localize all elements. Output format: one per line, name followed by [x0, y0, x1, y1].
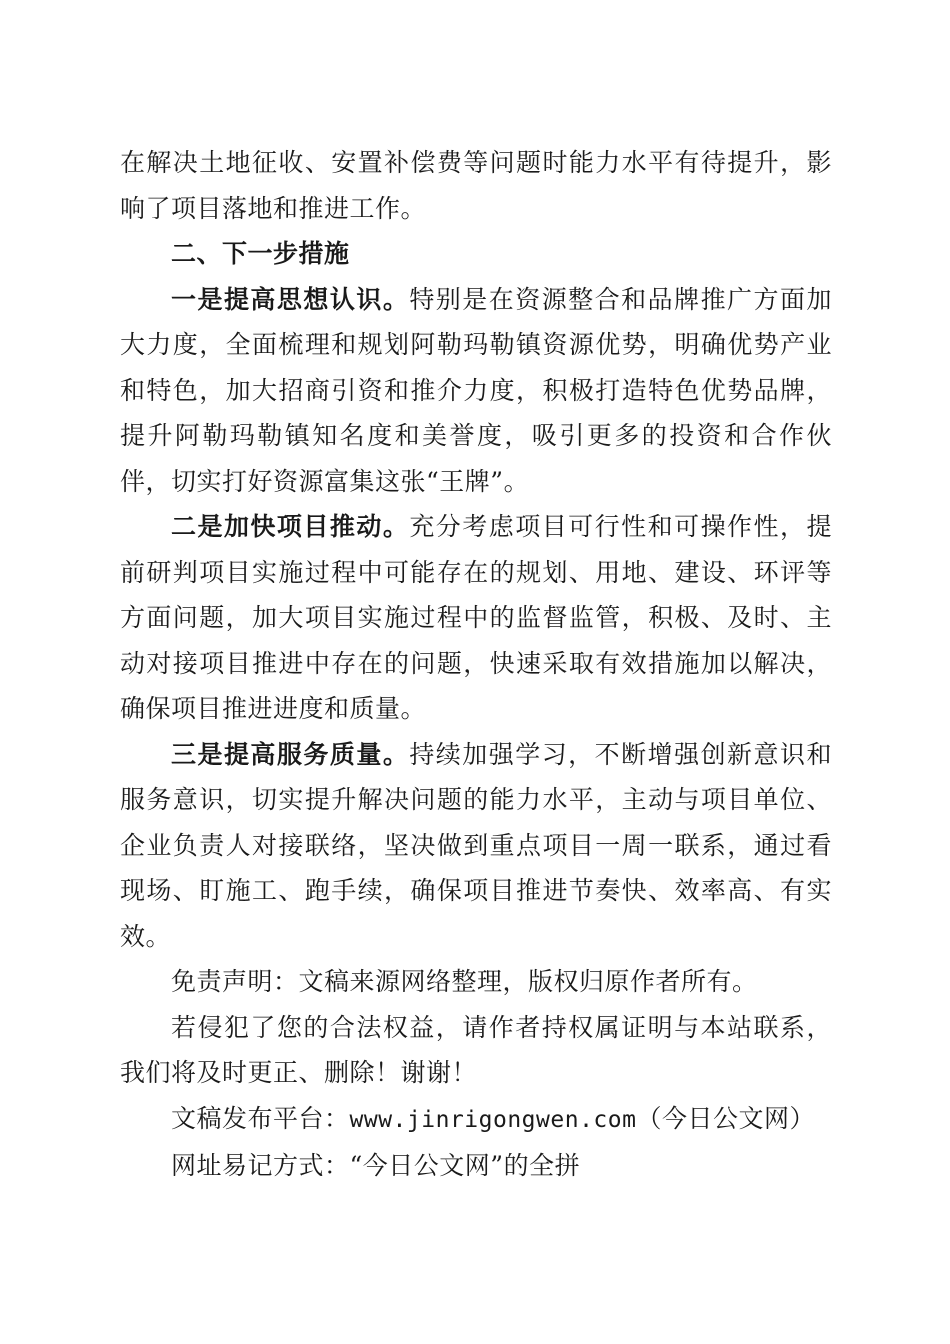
document-page — [120, 140, 832, 1189]
measure-body-3: 持续加强学习，不断增强创新意识和服务意识，切实提升解决问题的能力水平，主动与项目单位、企业负责人对接联络，坚决做到重点项目一周一联系，通过看现场、盯施工、跑手续，确保项目推进节奏快、效率高、有实效。 — [120, 739, 832, 951]
platform-name: （今日公文网） — [636, 1103, 815, 1133]
disclaimer-line-2: 若侵犯了您的合法权益，请作者持权属证明与本站联系，我们将及时更正、删除！谢谢！ — [120, 1012, 832, 1087]
measure-lead-3: 三是提高服务质量。 — [171, 739, 410, 769]
url-memo-line: 网址易记方式：“今日公文网”的全拼 — [171, 1151, 581, 1180]
measure-paragraph-2 — [120, 504, 832, 732]
platform-line — [120, 1096, 832, 1144]
platform-url-link[interactable]: www.jinrigongwen.com — [349, 1106, 637, 1133]
measure-paragraph-1 — [120, 277, 832, 505]
disclaimer-line-1: 免责声明：文稿来源网络整理，版权归原作者所有。 — [171, 967, 758, 996]
section-heading: 二、下一步措施 — [171, 239, 350, 268]
measure-body-2: 充分考虑项目可行性和可操作性，提前研判项目实施过程中可能存在的规划、用地、建设、环评等方面问题，加大项目实施过程中的监督监管，积极、及时、主动对接项目推进中存在的问题，快速采取有效措施加以解决，确保项目推进进度和质量。 — [120, 512, 832, 723]
measure-body-1: 特别是在资源整合和品牌推广方面加大力度，全面梳理和规划阿勒玛勒镇资源优势，明确优势产业和特色，加大招商引资和推介力度，积极打造特色优势品牌，提升阿勒玛勒镇知名度和美誉度，吸引更多的投资和合作伙伴，切实打好资源富集这张“王牌”。 — [120, 284, 832, 496]
continuation-paragraph: 在解决土地征收、安置补偿费等问题时能力水平有待提升，影响了项目落地和推进工作。 — [120, 148, 832, 223]
platform-label: 文稿发布平台： — [171, 1103, 350, 1133]
measure-lead-1: 一是提高思想认识。 — [171, 284, 410, 314]
measure-paragraph-3 — [120, 732, 832, 960]
measure-lead-2: 二是加快项目推动。 — [171, 512, 410, 541]
